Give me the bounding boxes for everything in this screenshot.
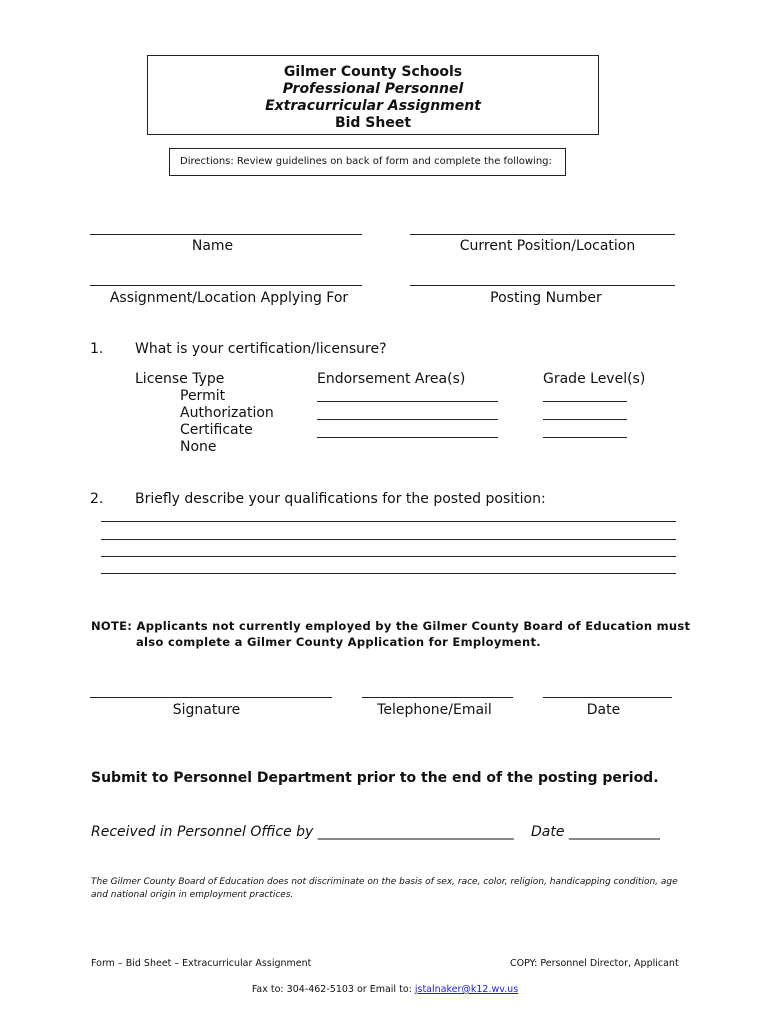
qualifications-line-4[interactable] [101,573,676,574]
qualifications-line-3[interactable] [101,556,676,557]
form-title-box [147,55,599,135]
q2-question: Briefly describe your qualifications for the posted position: [135,491,546,507]
endorsement-line-2[interactable] [317,419,498,420]
title-line-2: Professional Personnel [282,81,464,97]
qualifications-line-1[interactable] [101,521,676,522]
grade-line-3[interactable] [543,437,627,438]
name-label: Name [191,238,234,254]
note-line-2: also complete a Gilmer County Application for Employment. [136,635,541,649]
q1-question: What is your certification/licensure? [135,341,387,357]
license-type-authorization: Authorization [180,405,274,421]
footer-contact [0,984,770,995]
grade-line-2[interactable] [543,419,627,420]
position-label: Current Position/Location [459,238,636,254]
posting-number-field-line[interactable] [410,285,675,286]
telephone-label: Telephone/Email [377,702,492,718]
license-type-none: None [180,439,217,455]
directions-box: Directions: Review guidelines on back of form and complete the following: [169,148,566,176]
footer-form-name: Form – Bid Sheet – Extracurricular Assignment [91,958,312,969]
submit-instruction: Submit to Personnel Department prior to the end of the posting period. [91,770,659,786]
received-date: Date _____________ [531,824,660,840]
footer-copy: COPY: Personnel Director, Applicant [510,958,679,969]
grade-level-label: Grade Level(s) [543,371,646,387]
position-field-line[interactable] [410,234,675,235]
signature-label: Signature [172,702,241,718]
note-line-1: NOTE: Applicants not currently employed by the Gilmer County Board of Education must [91,619,691,633]
received-by: Received in Personnel Office by ____________________________ [91,824,514,840]
posting-number-label: Posting Number [490,290,602,306]
telephone-line[interactable] [362,697,513,698]
qualifications-line-2[interactable] [101,539,676,540]
org-name: Gilmer County Schools [283,64,463,80]
name-field-line[interactable] [90,234,362,235]
q1-number: 1. [90,341,104,357]
title-line-4: Bid Sheet [334,115,412,131]
date-line[interactable] [543,697,672,698]
license-type-certificate: Certificate [180,422,253,438]
fax-text: Fax to: 304-462-5103 or Email to: [251,984,415,995]
assignment-field-line[interactable] [90,285,362,286]
title-line-3: Extracurricular Assignment [265,98,481,114]
q2-number: 2. [90,491,104,507]
email-link[interactable]: jstalnaker@k12.wv.us [414,984,519,995]
endorsement-line-1[interactable] [317,401,498,402]
license-type-permit: Permit [180,388,226,404]
date-label: Date [586,702,621,718]
eeo-statement-line-1: The Gilmer County Board of Education does not discriminate on the basis of sex, race, color, religion, handicapping condition, age [91,877,678,887]
endorsement-label: Endorsement Area(s) [317,371,466,387]
license-type-label: License Type [135,371,225,387]
signature-line[interactable] [90,697,332,698]
grade-line-1[interactable] [543,401,627,402]
assignment-label: Assignment/Location Applying For [109,290,349,306]
eeo-statement-line-2: and national origin in employment practices. [91,890,294,900]
endorsement-line-3[interactable] [317,437,498,438]
